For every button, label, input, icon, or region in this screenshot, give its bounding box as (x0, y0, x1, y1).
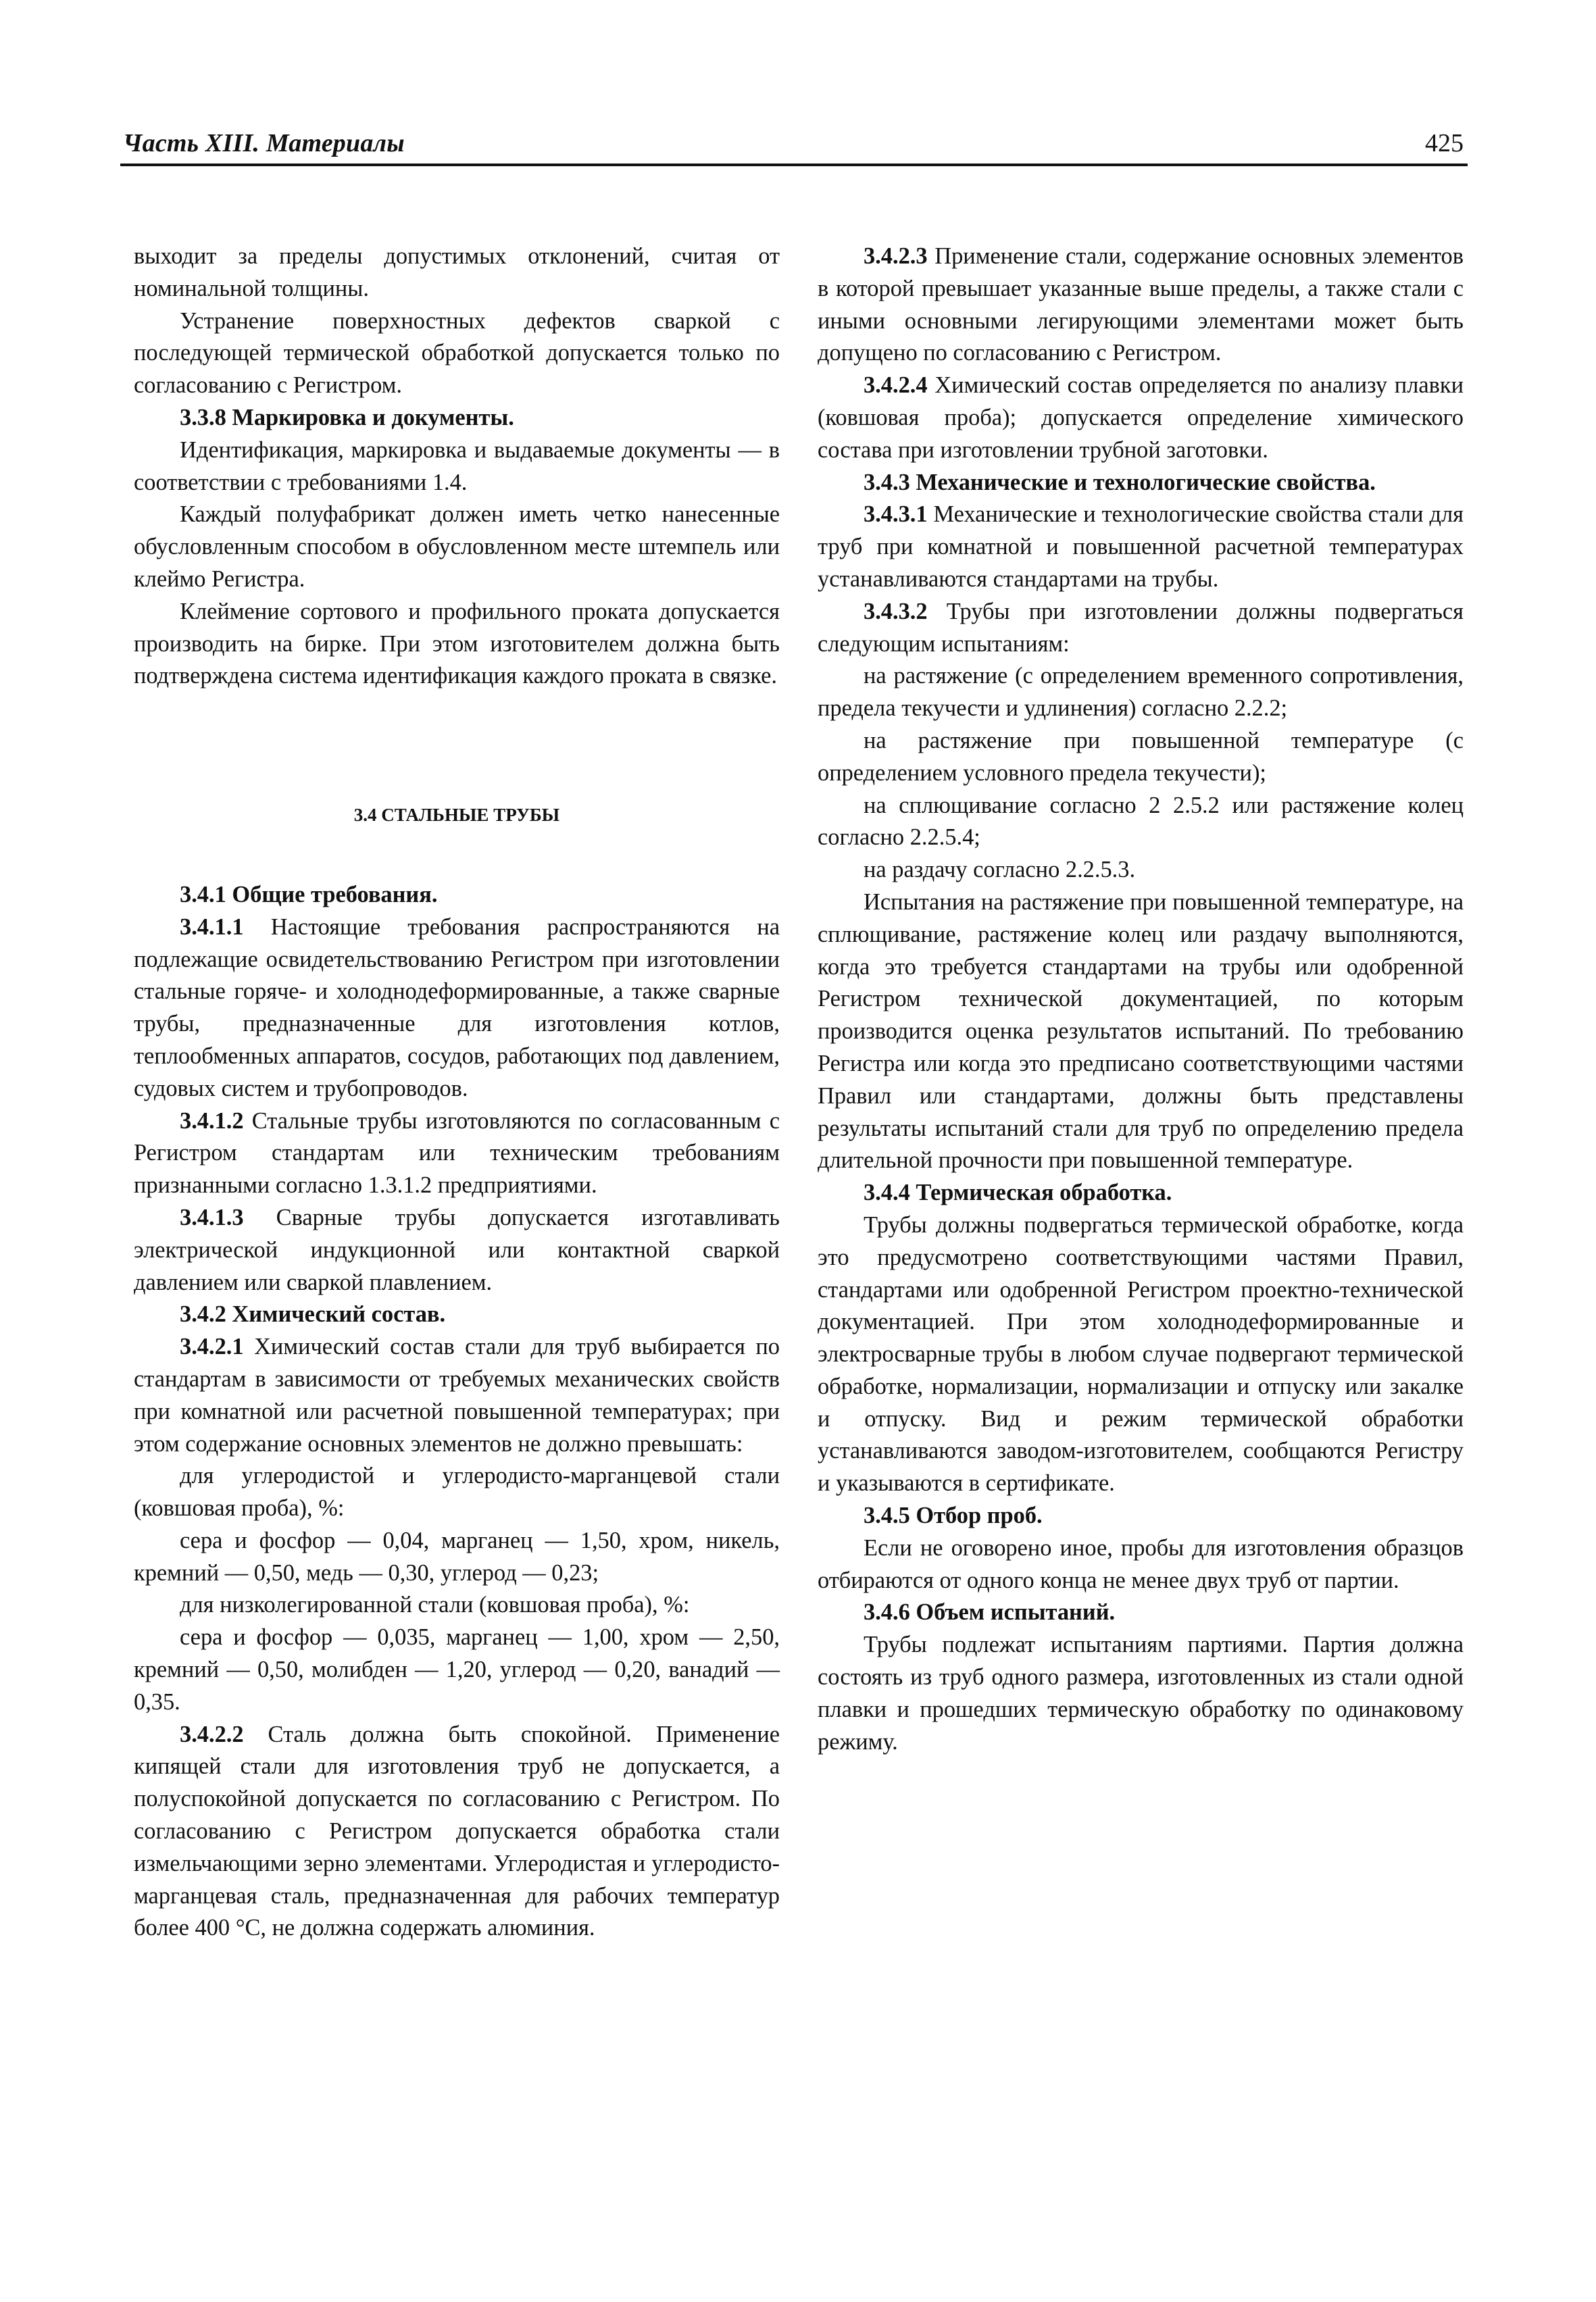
clause-text: Сварные трубы допускается изготавливать электрической индукционной или контактной сваркой давлением или сваркой плавлением. (134, 1204, 780, 1295)
clause-text: Механические и технологические свойства стали для труб при комнатной и повышенной расчетной температурах устанавливаются стандартами на трубы. (818, 501, 1464, 592)
paragraph-3-4-1-3 (134, 1202, 780, 1299)
test-item: на раздачу согласно 2.2.5.3. (864, 857, 1136, 883)
subheading-3-4-6: 3.4.6 Объем испытаний. (864, 1599, 1116, 1626)
paragraph-3-4-2-3 (818, 241, 1464, 370)
subheading-3-4-3: 3.4.3 Механические и технологические свойства. (864, 469, 1376, 495)
paragraph: Трубы должны подвергаться термической обработке, когда это предусмотрено соответствующими частями Правил, стандартами или одобренной Регистром проектно-технической документацией. При этом холоднодеформированные и электросварные трубы в любом случае подвергают термической обработке, нормализации, нормализации и отпуску или закалке и отпуску. Вид и режим термической обработки устанавливаются заводом-изготовителем, сообщаются Регистру и указываются в сертификате. (818, 1211, 1464, 1497)
clause-text: Химический состав определяется по анализу плавки (ковшовая проба); допускается определение химического состава при изготовлении трубной заготовки. (818, 372, 1464, 463)
clause-number: 3.4.1.2 (180, 1107, 244, 1134)
paragraph: Идентификация, маркировка и выдаваемые документы — в соответствии с требованиями 1.4. (134, 436, 780, 495)
paragraph-3-4-1-1 (134, 911, 780, 1105)
running-title: Часть XIII. Материалы (123, 129, 405, 157)
subheading-3-4-2: 3.4.2 Химический состав. (180, 1301, 446, 1328)
paragraph: Устранение поверхностных дефектов сваркой с последующей термической обработкой допускается только по согласованию с Регистром. (134, 307, 780, 399)
clause-number: 3.4.3.2 (864, 598, 928, 624)
paragraph-3-4-3-2 (818, 596, 1464, 661)
paragraph: сера и фосфор — 0,04, марганец — 1,50, хром, никель, кремний — 0,50, медь — 0,30, углерод — 0,23; (134, 1527, 780, 1586)
clause-text: Трубы при изготовлении должны подвергаться следующим испытаниям: (818, 598, 1464, 657)
paragraph: Если не оговорено иное, пробы для изготовления образцов отбираются от одного конца не менее двух труб от партии. (818, 1534, 1464, 1593)
clause-text: Химический состав стали для труб выбирается по стандартам в зависимости от требуемых механических свойств при комнатной или расчетной повышенной температурах; при этом содержание основных элементов не должно превышать: (134, 1334, 780, 1457)
clause-number: 3.4.2.2 (180, 1721, 244, 1747)
left-column (134, 241, 780, 1945)
subheading-3-4-4: 3.4.4 Термическая обработка. (864, 1180, 1172, 1206)
clause-number: 3.4.2.1 (180, 1334, 244, 1360)
clause-number: 3.4.1.1 (180, 914, 244, 940)
paragraph: Клеймение сортового и профильного проката допускается производить на бирке. При этом изготовителем должна быть подтверждена система идентификация каждого проката в связке. (134, 598, 780, 689)
paragraph: для углеродистой и углеродисто-марганцевой стали (ковшовая проба), %: (134, 1463, 780, 1522)
clause-text: Стальные трубы изготовляются по согласованным с Регистром стандартам или техническим требованиям признанными согласно 1.3.1.2 предприятиями. (134, 1107, 780, 1199)
paragraph-3-4-1-2 (134, 1105, 780, 1202)
test-item: на растяжение (с определением временного сопротивления, предела текучести и удлинения) согласно 2.2.2; (818, 663, 1464, 722)
paragraph: Трубы подлежат испытаниям партиями. Партия должна состоять из труб одного размера, изготовленных из стали одной плавки и прошедших термическую обработку по одинаковому режиму. (818, 1632, 1464, 1755)
test-item: на сплющивание согласно 2 2.5.2 или растяжение колец согласно 2.2.5.4; (818, 792, 1464, 851)
clause-text: Применение стали, содержание основных элементов в которой превышает указанные выше пределы, а также стали с иными основными легирующими элементами может быть допущено по согласованию с Регистром. (818, 243, 1464, 366)
test-item: на растяжение при повышенной температуре (с определением условного предела текучести); (818, 727, 1464, 786)
paragraph-3-4-2-1 (134, 1331, 780, 1460)
clause-number: 3.4.1.3 (180, 1204, 244, 1230)
paragraph-3-4-3-1 (818, 499, 1464, 595)
paragraph: для низколегированной стали (ковшовая проба), %: (180, 1592, 690, 1618)
right-column (818, 241, 1464, 1758)
subheading-3-3-8: 3.3.8 Маркировка и документы. (180, 404, 514, 430)
clause-number: 3.4.2.4 (864, 372, 928, 399)
subheading-3-4-5: 3.4.5 Отбор проб. (864, 1503, 1043, 1529)
section-title: 3.4 СТАЛЬНЫЕ ТРУБЫ (353, 805, 560, 826)
paragraph: Испытания на растяжение при повышенной температуре, на сплющивание, растяжение колец или раздачу выполняются, когда это требуется стандартами на трубы или одобренной Регистром технической документацией, по которым производится оценка результатов испытаний. По требованию Регистра или когда это предписано соответствующими частями Правил или стандартами, должны быть представлены результаты испытаний стали для труб по определению предела длительной прочности при повышенной температуре. (818, 889, 1464, 1174)
paragraph: сера и фосфор — 0,035, марганец — 1,00, хром — 2,50, кремний — 0,50, молибден — 1,20, углерод — 0,20, ванадий — 0,35. (134, 1624, 780, 1715)
page-number: 425 (1425, 129, 1464, 157)
clause-text: Сталь должна быть спокойной. Применение кипящей стали для изготовления труб не допускается, а полуспокойной допускается по согласованию с Регистром. По согласованию с Регистром допускается обработка стали измельчающими зерно элементами. Углеродистая и углеродисто-марганцевая сталь, предназначенная для рабочих температур более 400 °С, не должна содержать алюминия. (134, 1721, 780, 1941)
clause-number: 3.4.2.3 (864, 243, 928, 269)
clause-number: 3.4.3.1 (864, 501, 928, 528)
clause-text: Настоящие требования распространяются на подлежащие освидетельствованию Регистром при изготовлении стальные горяче- и холоднодеформированные, а также сварные трубы, предназначенные для изготовления котлов, теплообменных аппаратов, сосудов, работающих под давлением, судовых систем и трубопроводов. (134, 914, 780, 1101)
subheading-3-4-1: 3.4.1 Общие требования. (180, 881, 438, 907)
paragraph: Каждый полуфабрикат должен иметь четко нанесенные обусловленным способом в обусловленном месте штемпель или клеймо Регистра. (134, 501, 780, 592)
paragraph: выходит за пределы допустимых отклонений, считая от номинальной толщины. (134, 243, 780, 301)
page-header (120, 126, 1468, 166)
paragraph-3-4-2-2 (134, 1719, 780, 1945)
paragraph-3-4-2-4 (818, 370, 1464, 466)
